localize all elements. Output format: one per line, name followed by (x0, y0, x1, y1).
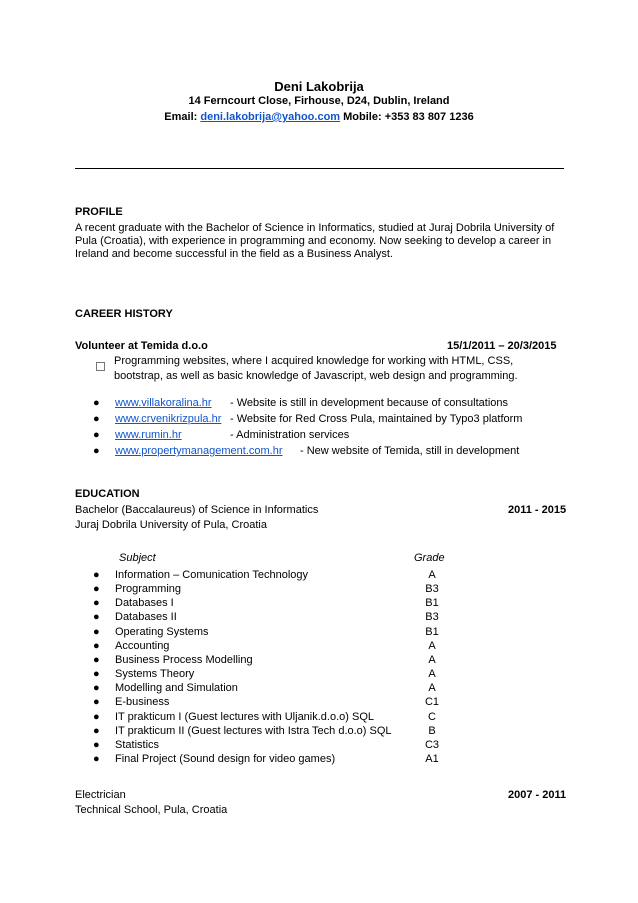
course-subject: IT prakticum I (Guest lectures with Uljanik.d.o.o) SQL (115, 711, 374, 723)
course-grade: B1 (425, 626, 439, 638)
address: 14 Ferncourt Close, Firhouse, D24, Dublin, Ireland (188, 95, 450, 107)
bullet-icon: ● (93, 640, 100, 652)
course-subject: Statistics (115, 739, 160, 751)
career-heading: CAREER HISTORY (75, 308, 173, 320)
site-desc: - Administration services (230, 429, 350, 441)
course-subject: E-business (115, 696, 170, 708)
site-link[interactable]: www.crvenikrizpula.hr (115, 413, 222, 425)
bullet-icon: ● (93, 711, 100, 723)
bullet-icon: ● (93, 397, 100, 409)
course-subject: Systems Theory (115, 668, 195, 680)
degree-dates: 2011 - 2015 (508, 504, 567, 516)
course-subject: Business Process Modelling (115, 654, 253, 666)
second-school: Technical School, Pula, Croatia (75, 804, 228, 816)
site-item (115, 445, 283, 457)
bullet-icon: ● (93, 569, 100, 581)
course-subject: Programming (115, 583, 182, 595)
course-grade: A (428, 668, 436, 680)
bullet-icon: ● (93, 753, 100, 765)
bullet-icon: ● (93, 445, 100, 457)
contact-line (0, 111, 638, 123)
course-subject: Databases II (115, 611, 177, 623)
bullet-icon: ● (93, 654, 100, 666)
course-grade: A (428, 682, 436, 694)
square-bullet-icon (96, 358, 105, 376)
course-subject: Information – Comunication Technology (115, 569, 309, 581)
career-summary-line-2: bootstrap, as well as basic knowledge of Javascript, web design and programming. (114, 370, 518, 382)
course-grade: A (428, 640, 436, 652)
course-grade: C (428, 711, 436, 723)
university: Juraj Dobrila University of Pula, Croatia (75, 519, 267, 531)
career-role: Volunteer at Temida d.o.o (75, 340, 208, 352)
site-desc: - Website for Red Cross Pula, maintained by Typo3 platform (230, 413, 523, 425)
bullet-icon: ● (93, 668, 100, 680)
bullet-icon: ● (93, 583, 100, 595)
course-grade: A (428, 569, 436, 581)
bullet-icon: ● (93, 611, 100, 623)
subject-header: Subject (119, 552, 156, 564)
bullet-icon: ● (93, 682, 100, 694)
bullet-icon: ● (93, 626, 100, 638)
site-link[interactable]: www.propertymanagement.com.hr (115, 445, 283, 457)
course-grade: B1 (425, 597, 439, 609)
course-grade: B3 (425, 611, 439, 623)
site-link[interactable]: www.villakoralina.hr (115, 397, 212, 409)
course-grade: B3 (425, 583, 439, 595)
course-grade: A (428, 654, 436, 666)
email-label: Email: (164, 111, 198, 123)
site-item (115, 397, 212, 409)
course-subject: Accounting (115, 640, 170, 652)
second-dates: 2007 - 2011 (508, 789, 567, 801)
site-desc: - Website is still in development because of consultations (230, 397, 508, 409)
candidate-name: Deni Lakobrija (274, 79, 364, 94)
education-heading: EDUCATION (75, 488, 140, 500)
profile-heading: PROFILE (75, 206, 123, 218)
course-grade: A1 (425, 753, 439, 765)
course-grade: C3 (424, 739, 440, 751)
degree: Bachelor (Baccalaureus) of Science in Informatics (75, 504, 319, 516)
header-divider (75, 168, 564, 169)
grade-header: Grade (414, 552, 445, 564)
mobile: Mobile: +353 83 807 1236 (343, 111, 474, 123)
bullet-icon: ● (93, 429, 100, 441)
bullet-icon: ● (93, 725, 100, 737)
course-subject: Operating Systems (115, 626, 209, 638)
bullet-icon: ● (93, 696, 100, 708)
course-grade: C1 (424, 696, 440, 708)
bullet-icon: ● (93, 739, 100, 751)
course-subject: Final Project (Sound design for video games) (115, 753, 336, 765)
site-item (115, 413, 221, 425)
career-summary-line-1: Programming websites, where I acquired knowledge for working with HTML, CSS, (114, 355, 514, 367)
second-title: Electrician (75, 789, 126, 801)
email-link[interactable]: deni.lakobrija@yahoo.com (200, 111, 341, 123)
course-subject: Databases I (115, 597, 174, 609)
profile-text: A recent graduate with the Bachelor of Science in Informatics, studied at Juraj Dobrila University of Pula (Croatia), with experience in programming and economy. Now seeking to develop a career in Ireland and become successful in the field as a Business Analyst. (75, 222, 555, 260)
career-dates: 15/1/2011 – 20/3/2015 (447, 340, 557, 352)
site-item (115, 429, 182, 441)
course-grade: B (428, 725, 436, 737)
site-link[interactable]: www.rumin.hr (115, 429, 182, 441)
bullet-icon: ● (93, 413, 100, 425)
course-subject: Modelling and Simulation (115, 682, 238, 694)
course-subject: IT prakticum II (Guest lectures with Istra Tech d.o.o) SQL (115, 725, 392, 737)
site-desc: - New website of Temida, still in development (300, 445, 520, 457)
bullet-icon: ● (93, 597, 100, 609)
